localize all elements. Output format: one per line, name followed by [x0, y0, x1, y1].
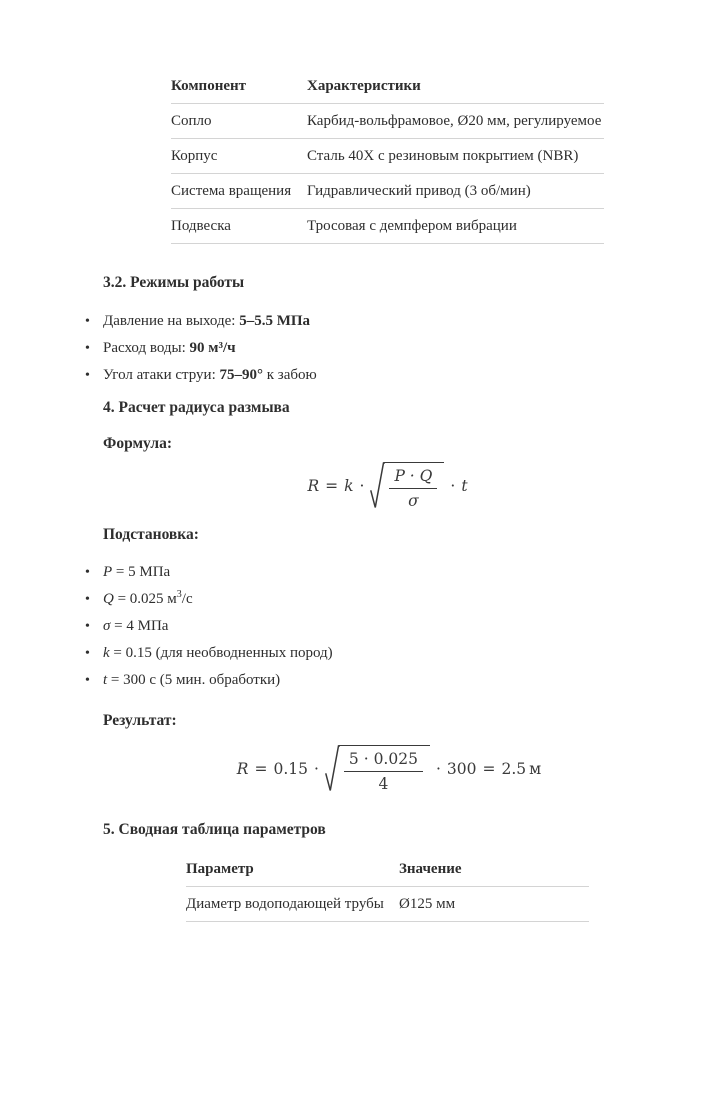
- math-number: 2.5: [501, 760, 527, 778]
- bullet-text: к забою: [263, 367, 317, 383]
- math-number: 300: [446, 760, 477, 778]
- bullet-text: Давление на выходе:: [103, 313, 240, 329]
- math-operator: ·: [435, 760, 441, 778]
- bullet-text: = 0.025 м: [113, 591, 177, 607]
- fraction-denominator: 4: [378, 775, 389, 793]
- column-header: Значение: [399, 861, 462, 877]
- math-variable: t: [461, 477, 468, 495]
- table-cell: Система вращения: [171, 174, 307, 209]
- section-heading-summary: 5. Сводная таблица параметров: [103, 821, 326, 838]
- radicand: [384, 462, 444, 510]
- math-operator: ·: [313, 760, 319, 778]
- table-row: [171, 139, 604, 174]
- math-operator: =: [254, 760, 268, 778]
- math-expression: [234, 745, 541, 793]
- table-cell: Подвеска: [171, 209, 307, 244]
- square-root: [370, 462, 444, 510]
- section-heading-modes: 3.2. Режимы работы: [103, 274, 245, 291]
- math-operator: =: [325, 477, 339, 495]
- section-heading-radius: 4. Расчет радиуса размыва: [103, 399, 290, 416]
- table-header-row: [186, 861, 589, 887]
- radical-icon: [325, 745, 340, 793]
- page-content: [0, 78, 724, 922]
- square-root: [325, 745, 430, 793]
- bullet-text: Расход воды:: [103, 340, 190, 356]
- list-item: [103, 312, 672, 331]
- bullet-text: = 0.15 (для необводненных пород): [109, 645, 333, 661]
- math-variable: R: [236, 760, 249, 778]
- radicand: [339, 745, 430, 793]
- table-cell: Тросовая с демпфером вибрации: [307, 209, 604, 244]
- table-row: [186, 887, 589, 922]
- math-number: 0.15: [273, 760, 308, 778]
- fraction-denominator: σ: [408, 492, 419, 510]
- fraction: [344, 750, 423, 793]
- table-cell: Диаметр водоподающей трубы: [186, 887, 399, 922]
- result-label: Результат:: [103, 712, 177, 729]
- bullet-text: = 5 МПа: [112, 564, 171, 580]
- math-variable: R: [307, 477, 320, 495]
- list-item: [103, 366, 672, 385]
- bullet-value: 75–90°: [219, 367, 263, 383]
- math-unit: м: [529, 760, 542, 778]
- column-header: Характеристики: [307, 78, 421, 94]
- list-item: [103, 617, 672, 636]
- math-variable: P: [103, 564, 113, 580]
- superscript: 3: [176, 589, 182, 600]
- table-row: [171, 104, 604, 139]
- fraction-numerator: 5 · 0.025: [344, 750, 423, 772]
- bullet-text: = 300 с (5 мин. обработки): [107, 672, 281, 688]
- math-expression: [304, 462, 470, 510]
- math-variable: k: [103, 645, 110, 661]
- bullet-value: 90 м³/ч: [189, 340, 236, 356]
- math-variable: Q: [103, 591, 114, 607]
- math-variable: σ: [103, 618, 111, 634]
- table-cell: Ø125 мм: [399, 887, 589, 922]
- substitution-bullet-list: [103, 563, 672, 690]
- component-table: [171, 78, 604, 244]
- column-header: Компонент: [171, 78, 247, 94]
- fraction: [389, 467, 437, 510]
- radical-icon: [370, 462, 385, 510]
- table-row: [171, 209, 604, 244]
- list-item: [103, 671, 672, 690]
- table-cell: Карбид-вольфрамовое, Ø20 мм, регулируемое: [307, 104, 604, 139]
- math-variable: k: [344, 477, 354, 495]
- column-header: Параметр: [186, 861, 254, 877]
- formula-label: Формула:: [103, 435, 172, 452]
- fraction-numerator: P · Q: [389, 467, 437, 489]
- formula-main: [103, 462, 672, 510]
- math-operator: ·: [359, 477, 365, 495]
- table-cell: Сопло: [171, 104, 307, 139]
- table-cell: Корпус: [171, 139, 307, 174]
- math-variable: t: [103, 672, 108, 688]
- bullet-text: = 4 МПа: [110, 618, 169, 634]
- list-item: [103, 644, 672, 663]
- table-header-row: [171, 78, 604, 104]
- document-page: [0, 78, 724, 1102]
- bullet-text: /с: [181, 591, 193, 607]
- substitution-label: Подстановка:: [103, 526, 199, 543]
- table-cell: Сталь 40Х с резиновым покрытием (NBR): [307, 139, 604, 174]
- bullet-value: 5–5.5 МПа: [239, 313, 311, 329]
- formula-result: [103, 745, 672, 793]
- summary-table: [186, 861, 589, 922]
- list-item: [103, 563, 672, 582]
- table-row: [171, 174, 604, 209]
- list-item: [103, 339, 672, 358]
- list-item: [103, 590, 672, 609]
- modes-bullet-list: [103, 312, 672, 385]
- table-cell: Гидравлический привод (3 об/мин): [307, 174, 604, 209]
- math-operator: ·: [450, 477, 456, 495]
- bullet-text: Угол атаки струи:: [103, 367, 220, 383]
- math-operator: =: [482, 760, 496, 778]
